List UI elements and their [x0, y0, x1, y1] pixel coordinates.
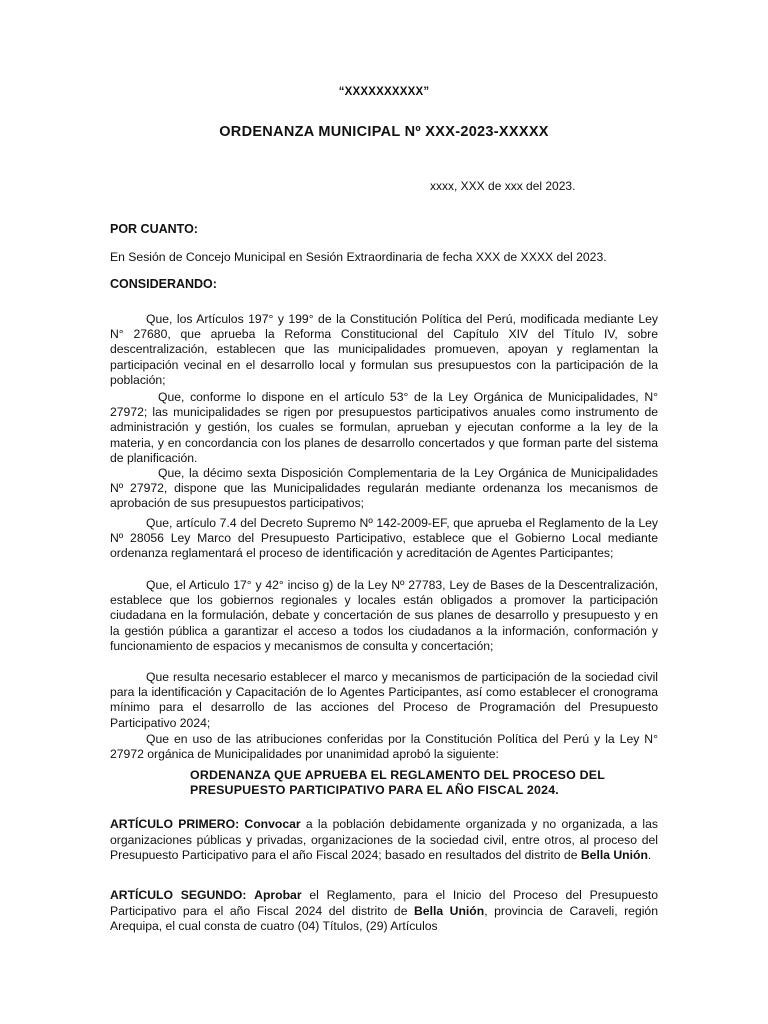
considerando-paragraph-3: Que, la décimo sexta Disposición Complementaria de la Ley Orgánica de Municipalidades Nº 27972, dispone que las Municipalidades regularán mediante ordenanza los mecanismos de aprobación de sus presupuestos participativos; — [110, 466, 658, 511]
considerando-paragraph-4: Que, artículo 7.4 del Decreto Supremo Nº 142-2009-EF, que aprueba el Reglamento de la Ley Nº 28056 Ley Marco del Presupuesto Participativo, establece que el Gobierno Local mediante ordenanza reglamentará el proceso de identificación y acreditación de Agentes Participantes; — [110, 516, 658, 561]
por-cuanto-heading: POR CUANTO: — [110, 222, 198, 236]
articulo-segundo-text: el Reglamento, para el Inicio del Proceso del Presupuesto Participativo para el año Fiscal 2024 del distrito de — [110, 888, 658, 918]
ordinance-heading-line-1: ORDENANZA QUE APRUEBA EL REGLAMENTO DEL PROCESO DEL — [190, 768, 605, 782]
articulo-primero-verb: Convocar — [244, 817, 301, 831]
articulo-segundo-verb: Aprobar — [254, 888, 302, 902]
document-code: “XXXXXXXXXX” — [338, 86, 430, 98]
ordinance-heading-line-2: PRESUPUESTO PARTICIPATIVO PARA EL AÑO FISCAL 2024. — [190, 783, 559, 797]
considerando-paragraph-1: Que, los Artículos 197° y 199° de la Constitución Política del Perú, modificada mediante Ley N° 27680, que aprueba la Reforma Constitucional del Capítulo XIV del Título IV, sobre descentralización, establecen que las municipalidades promueven, apoyan y reglamentan la participación vecinal en el desarrollo local y formulan sus presupuestos con la participación de la población; — [110, 312, 658, 387]
document-date: xxxx, XXX de xxx del 2023. — [430, 179, 576, 193]
articulo-primero — [110, 817, 658, 864]
articulo-segundo — [110, 888, 658, 935]
articulo-primero-label: ARTÍCULO PRIMERO: — [110, 817, 240, 831]
articulo-primero-text: a la población debidamente organizada y no organizada, a las organizaciones públicas y privadas, organizaciones de la sociedad civil, entre otros, al proceso del Presupuesto Participativo para el año Fiscal 2024; basado en resultados del distrito de — [110, 817, 658, 863]
articulo-primero-end: . — [647, 848, 652, 863]
considerando-heading: CONSIDERANDO: — [110, 277, 217, 291]
considerando-paragraph-2: Que, conforme lo dispone en el artículo 53° de la Ley Orgánica de Municipalidades, N° 27972; las municipalidades se rigen por presupuestos participativos anuales como instrumento de administración y gestión, los cuales se formulan, aprueban y ejecutan conforme a la ley de la materia, y en concordancia con los planes de desarrollo concertados y que forman parte del sistema de planificación. — [110, 390, 658, 465]
articulo-segundo-place: Bella Unión — [414, 903, 485, 918]
considerando-paragraph-5: Que, el Articulo 17° y 42° inciso g) de la Ley Nº 27783, Ley de Bases de la Descentralización, establece que los gobiernos regionales y locales están obligados a promover la participación ciudadana en la formulación, debate y concertación de sus planes de desarrollo y presupuesto y en la gestión pública a garantizar el acceso a todos los ciudadanos a la información, conformación y funcionamiento de espacios y mecanismos de consulta y concertación; — [110, 578, 658, 653]
articulo-primero-place: Bella Unión — [580, 848, 648, 863]
por-cuanto-text: En Sesión de Concejo Municipal en Sesión Extraordinaria de fecha XXX de XXXX del 2023. — [110, 250, 607, 264]
articulo-segundo-label: ARTÍCULO SEGUNDO: — [110, 888, 247, 902]
articulo-segundo-end: , provincia de Caraveli, región Arequipa, el cual consta de cuatro (04) Títulos, (29) Artículos — [110, 903, 658, 934]
ordinance-title: ORDENANZA MUNICIPAL Nº XXX-2023-XXXXX — [219, 124, 549, 140]
considerando-paragraph-7: Que en uso de las atribuciones conferidas por la Constitución Política del Perú y la Ley N° 27972 orgánica de Municipalidades por unanimidad aprobó la siguiente: — [110, 732, 658, 762]
considerando-paragraph-6: Que resulta necesario establecer el marco y mecanismos de participación de la sociedad civil para la identificación y Capacitación de lo Agentes Participantes, así como establecer el cronograma mínimo para el desarrollo de las acciones del Proceso de Programación del Presupuesto Participativo 2024; — [110, 670, 658, 730]
ordinance-heading — [190, 768, 650, 798]
